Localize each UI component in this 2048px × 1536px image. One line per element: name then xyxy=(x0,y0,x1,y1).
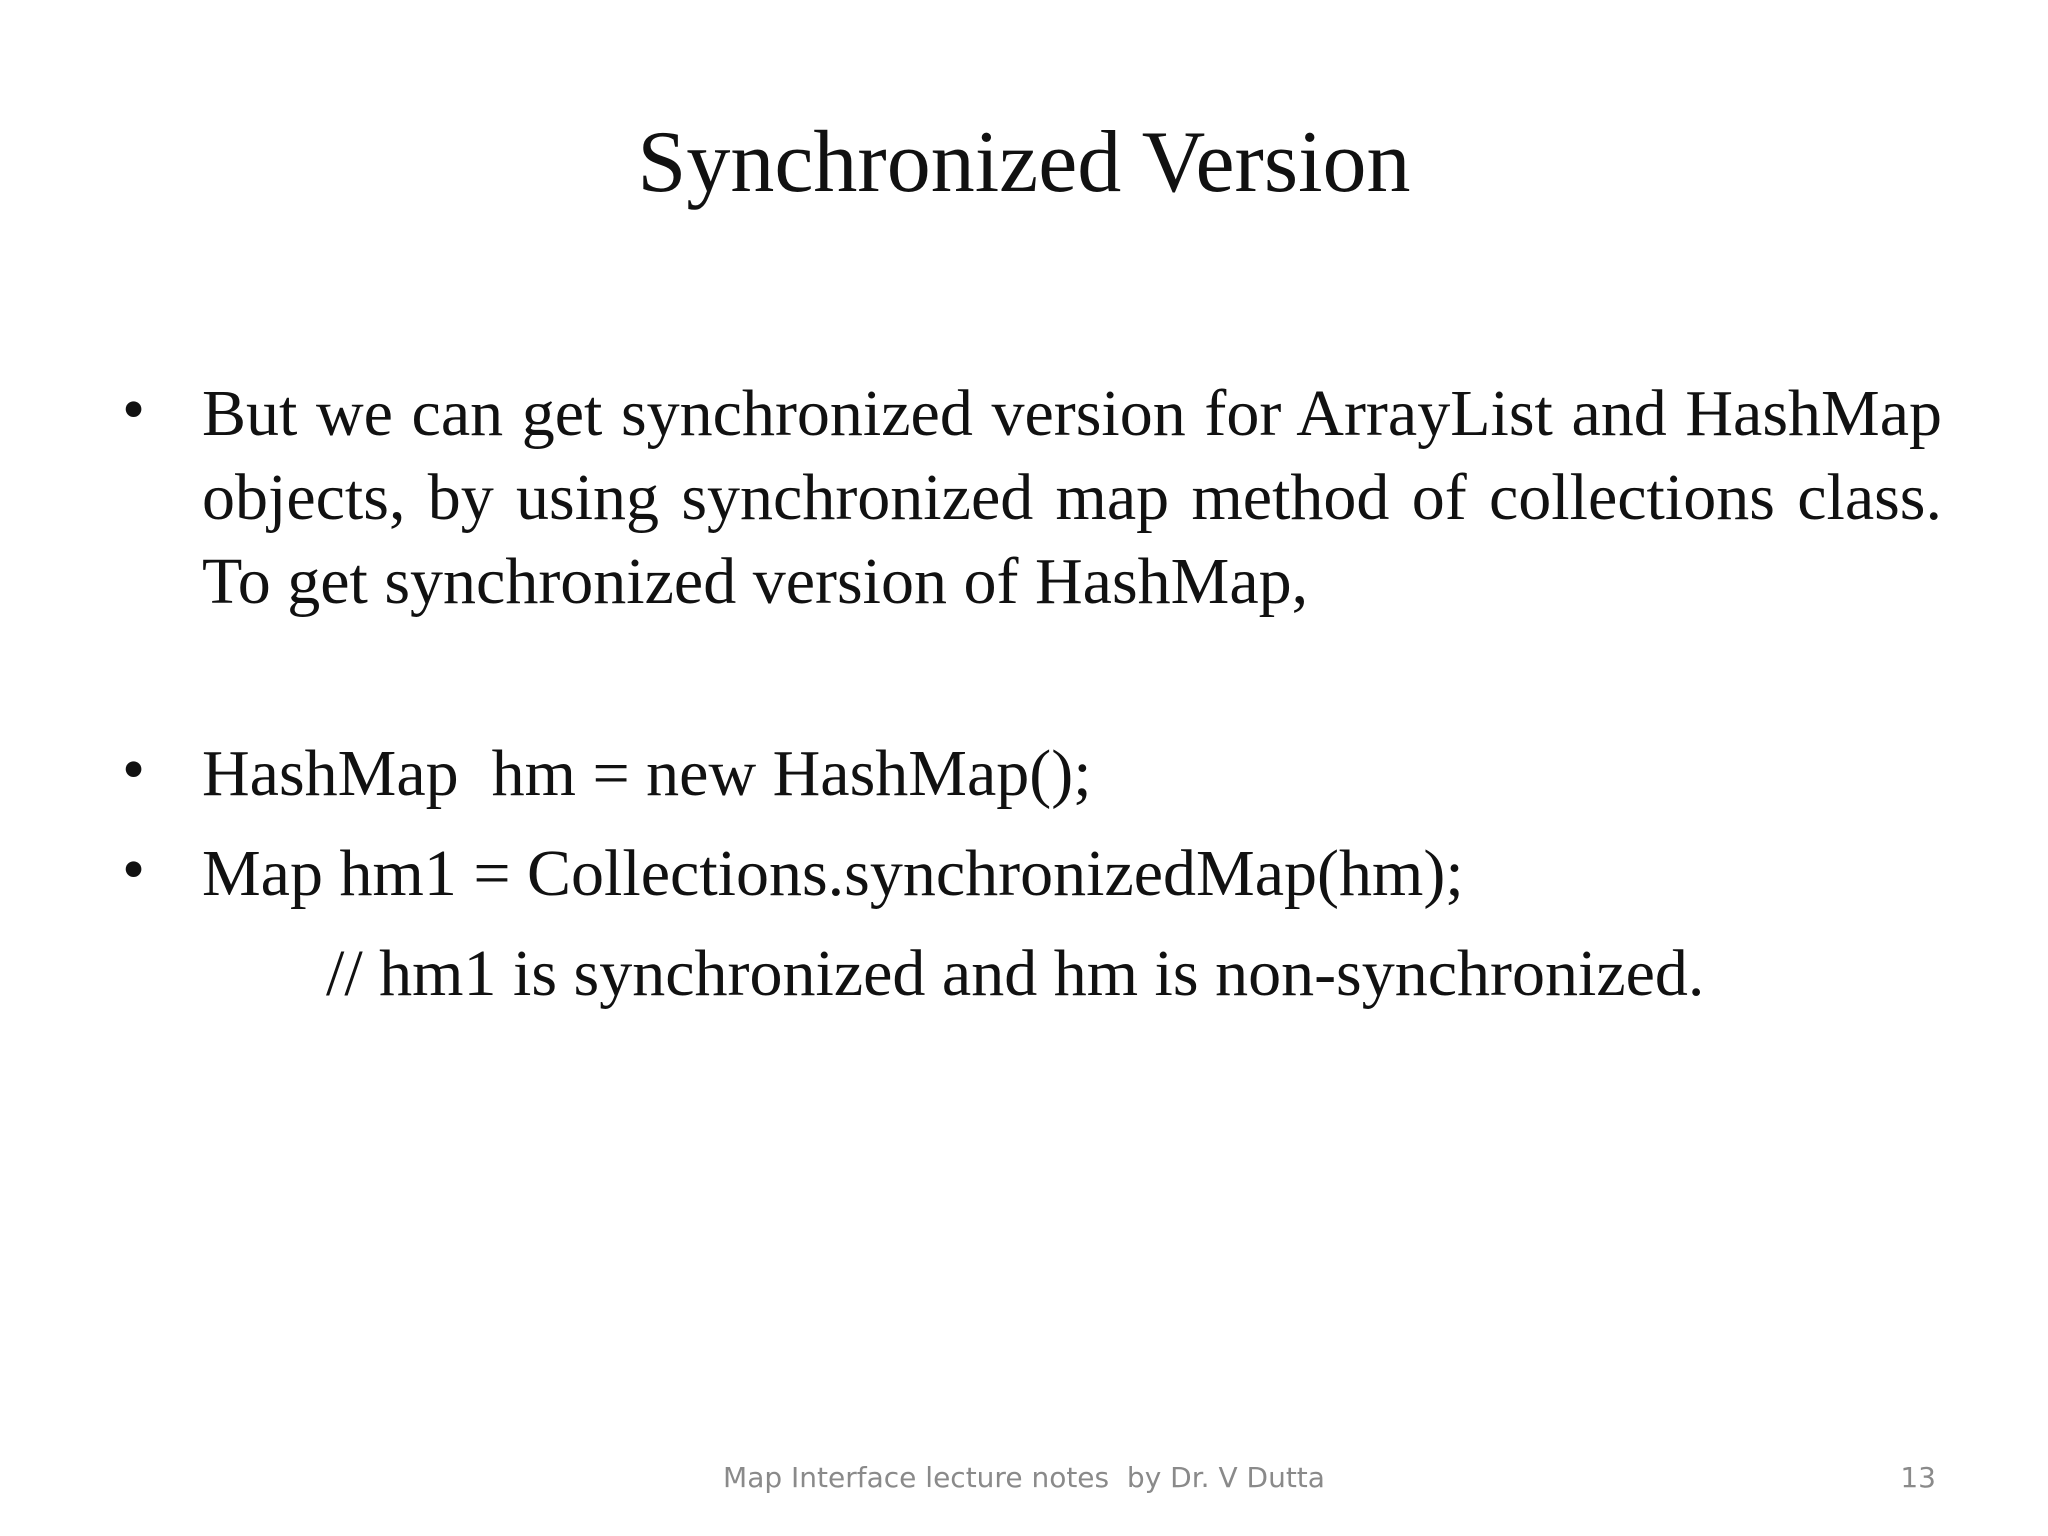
page-number: 13 xyxy=(1900,1461,1936,1494)
bullet-item xyxy=(122,732,1942,816)
code-comment: // hm1 is synchronized and hm is non-synchronized. xyxy=(326,937,1705,1010)
bullet-text: HashMap hm = new HashMap(); xyxy=(202,737,1092,810)
bullet-text: But we can get synchronized version for ArrayList and HashMap objects, by using synchronized map method of collections class. To get synchronized version of HashMap, xyxy=(202,377,1942,618)
bullet-icon: • xyxy=(122,833,146,906)
bullet-text: Map hm1 = Collections.synchronizedMap(hm); xyxy=(202,837,1464,910)
bullet-icon: • xyxy=(122,733,146,806)
slide-title: Synchronized Version xyxy=(637,114,1411,211)
slide-footer: Map Interface lecture notes by Dr. V Dutta xyxy=(723,1461,1325,1494)
bullet-item xyxy=(122,832,1942,916)
slide-content xyxy=(122,372,1942,1016)
bullet-icon: • xyxy=(122,373,146,446)
bullet-item xyxy=(122,372,1942,624)
